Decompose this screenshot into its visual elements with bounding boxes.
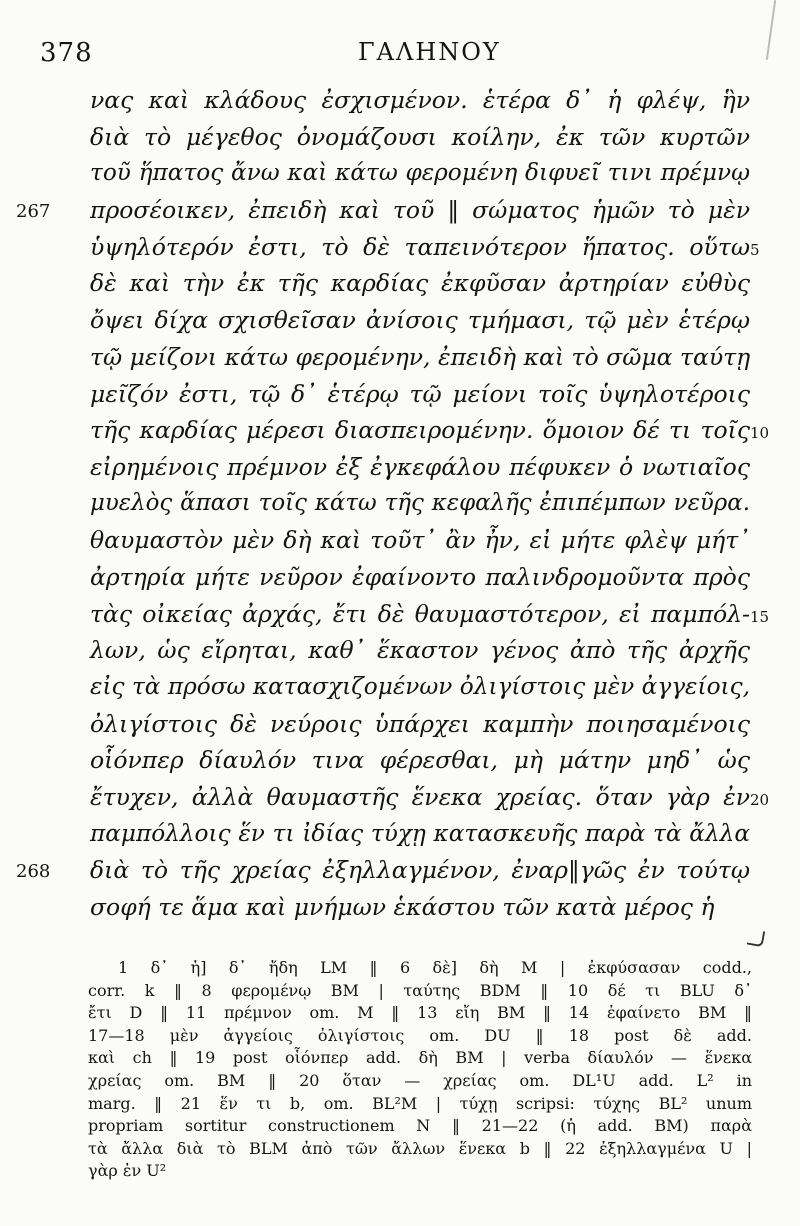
text-line-content: νας καὶ κλάδους ἐσχισμένον. ἑτέρα δ᾽ ἡ φλέψ, ἣν — [90, 86, 750, 114]
text-line-content: διὰ τὸ μέγεθος ὀνομάζουσι κοίλην, ἐκ τῶν κυρτῶν — [90, 122, 750, 151]
running-head: ΓΑΛΗΝΟΥ — [358, 38, 501, 66]
text-line — [0, 669, 800, 706]
page-number: 378 — [40, 38, 93, 68]
text-line-content: δὲ καὶ τὴν ἐκ τῆς καρδίας ἐκφῦσαν ἀρτηρίαν εὐθὺς — [90, 269, 750, 298]
apparatus-line-content: τὰ ἄλλα διὰ τὸ BLM ἀπὸ τῶν ἄλλων ἕνεκα b ‖ 22 ἐξηλλαγμένα U | — [88, 1138, 752, 1158]
text-line — [0, 596, 800, 633]
main-text — [0, 82, 800, 926]
text-line-content: τῆς καρδίας μέρεσι διασπειρομένην. ὅμοιον δέ τι τοῖς — [90, 416, 750, 445]
apparatus-line — [0, 981, 800, 1004]
text-line-content: ἀρτηρία μήτε νεῦρον ἐφαίνοντο παλινδρομοῦντα πρὸς — [90, 562, 750, 591]
text-line — [0, 339, 800, 376]
line-number: 10 — [750, 424, 770, 443]
apparatus-line-content: 1 δ᾽ ἡ] δ᾽ ἤδη LM ‖ 6 δὲ] δὴ M | ἐκφύσασαν codd., — [118, 958, 752, 977]
text-line-content: μεῖζόν ἐστι, τῷ δ᾽ ἑτέρῳ τῷ μείονι τοῖς ὑψηλοτέροις — [90, 379, 750, 408]
text-line — [0, 119, 800, 156]
apparatus-line-content: 17—18 μὲν ἀγγείοις ὀλιγίστοις om. DU ‖ 18 post δὲ add. — [88, 1025, 752, 1045]
critical-apparatus — [0, 958, 800, 1184]
text-line — [0, 376, 800, 413]
apparatus-line-content: propriam sortitur constructionem N ‖ 21—22 (ἡ add. BM) παρὰ — [88, 1116, 752, 1136]
text-line-content: θαυμαστὸν μὲν δὴ καὶ τοῦτ᾽ ἂν ἦν, εἰ μήτε φλὲψ μήτ᾽ — [90, 526, 750, 555]
text-line — [0, 229, 800, 266]
text-line-content: λων, ὡς εἴρηται, καθ᾽ ἕκαστον γένος ἀπὸ τῆς ἀρχῆς — [90, 636, 750, 665]
text-line-content: τῷ μείζονι κάτω φερομένην, ἐπειδὴ καὶ τὸ σῶμα ταύτῃ — [90, 342, 751, 371]
text-line — [0, 742, 800, 779]
apparatus-line — [0, 1071, 800, 1094]
apparatus-line — [0, 1003, 800, 1026]
text-line — [0, 889, 800, 926]
text-line — [0, 302, 800, 339]
apparatus-line — [0, 1026, 800, 1049]
text-line-content: προσέοικεν, ἐπειδὴ καὶ τοῦ ‖ σώματος ἡμῶν τὸ μὲν — [90, 196, 750, 225]
text-line — [0, 559, 800, 596]
apparatus-line — [0, 1161, 800, 1184]
text-line-content: τὰς οἰκείας ἀρχάς, ἔτι δὲ θαυμαστότερον, εἰ παμπόλ- — [90, 599, 750, 628]
text-line — [0, 449, 800, 486]
text-line-content: ὀλιγίστοις δὲ νεύροις ὑπάρχει καμπὴν ποιησαμένοις — [90, 709, 750, 738]
apparatus-line-content: marg. ‖ 21 ἕν τι b, om. BL²M | τύχῃ scripsi: τύχης BL² unum — [88, 1093, 752, 1113]
apparatus-line-content: ἔτι D ‖ 11 πρέμνον om. M ‖ 13 εἴη BM ‖ 14 ἐφαίνετο BM ‖ — [88, 1003, 752, 1023]
text-line — [0, 779, 800, 816]
text-line — [0, 155, 800, 192]
text-line-content: εἰρημένοις πρέμνον ἐξ ἐγκεφάλου πέφυκεν ὁ νωτιαῖος — [90, 452, 750, 481]
text-line — [0, 412, 800, 449]
apparatus-line — [0, 1139, 800, 1162]
text-line — [0, 265, 800, 302]
apparatus-line-content: γὰρ ἐν U² — [88, 1161, 167, 1181]
text-line — [0, 816, 800, 853]
text-line — [0, 522, 800, 559]
line-number: 15 — [750, 607, 770, 626]
apparatus-line — [0, 958, 800, 981]
text-line — [0, 632, 800, 669]
text-line-content: τοῦ ἥπατος ἄνω καὶ κάτω φερομένη διφυεῖ τινι πρέμνῳ — [90, 159, 750, 187]
apparatus-line-content: corr. k ‖ 8 φερομένῳ BM | ταύτης BDM ‖ 10 δέ τι BLU δ᾽ — [88, 980, 752, 1000]
text-line-content: παμπόλλοις ἕν τι ἰδίας τύχῃ κατασκευῆς παρὰ τὰ ἄλλα — [90, 819, 750, 847]
text-line — [0, 852, 800, 889]
text-line — [0, 706, 800, 743]
text-line-content: διὰ τὸ τῆς χρείας ἐξηλλαγμένον, ἐναρ‖γῶς ἐν τούτῳ — [90, 856, 750, 885]
text-line-content: ὄψει δίχα σχισθεῖσαν ἀνίσοις τμήμασι, τῷ μὲν ἑτέρῳ — [90, 306, 750, 335]
page-mark — [747, 929, 766, 948]
text-line-content: οἷόνπερ δίαυλόν τινα φέρεσθαι, μὴ μάτην μηδ᾽ ὡς — [90, 746, 750, 775]
page-header — [0, 38, 800, 74]
text-line-content: εἰς τὰ πρόσω κατασχιζομένων ὀλιγίστοις μὲν ἀγγείοις, — [90, 673, 750, 700]
text-line-content: μυελὸς ἅπασι τοῖς κάτω τῆς κεφαλῆς ἐπιπέμπων νεῦρα. — [90, 489, 750, 516]
text-line-content: ὑψηλότερόν ἐστι, τὸ δὲ ταπεινότερον ἥπατος. οὕτω — [90, 232, 750, 261]
line-number: 20 — [750, 791, 770, 810]
text-line-content: σοφή τε ἅμα καὶ μνήμων ἑκάστου τῶν κατὰ μέρος ἡ — [90, 893, 715, 922]
line-number: 5 — [750, 240, 760, 259]
apparatus-line-content: χρείας om. BM ‖ 20 ὅταν — χρείας om. DL¹U add. L² in — [88, 1070, 752, 1090]
apparatus-line — [0, 1116, 800, 1139]
apparatus-line-content: καὶ ch ‖ 19 post οἷόνπερ add. δὴ BM | verba δίαυλόν — ἕνεκα — [88, 1048, 752, 1068]
text-line — [0, 82, 800, 119]
kuehn-page-marker: 267 — [16, 201, 51, 223]
kuehn-page-marker: 268 — [16, 861, 51, 883]
text-line — [0, 486, 800, 523]
text-line — [0, 192, 800, 229]
text-line-content: ἔτυχεν, ἀλλὰ θαυμαστῆς ἕνεκα χρείας. ὅταν γὰρ ἐν — [90, 783, 750, 812]
apparatus-line — [0, 1094, 800, 1117]
apparatus-line — [0, 1048, 800, 1071]
